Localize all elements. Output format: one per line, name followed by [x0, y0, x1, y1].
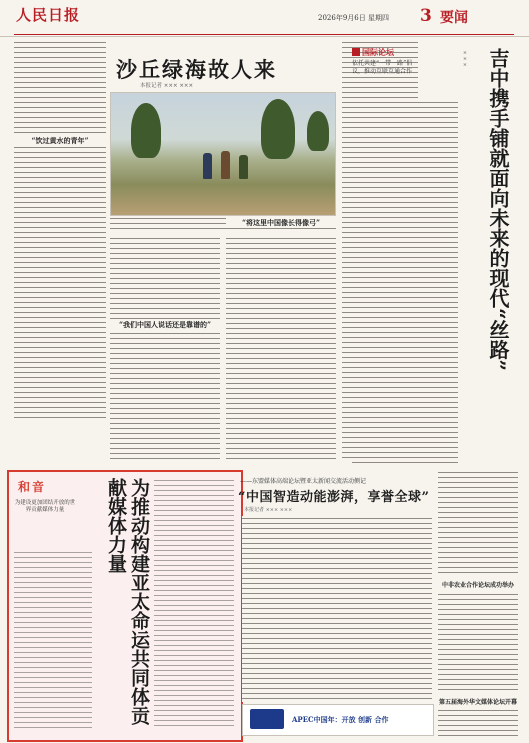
apec-logo-icon — [250, 709, 284, 729]
main-story-column-2 — [110, 236, 220, 460]
main-story-photo — [110, 92, 336, 216]
apec-banner-text: APEC中国年：开放 创新 合作 — [292, 715, 389, 724]
bottom-story-body — [242, 516, 432, 702]
page-number: 3 — [420, 6, 432, 26]
person-figure — [221, 151, 230, 179]
commentary-body — [14, 550, 92, 730]
bottom-story-title: “中国智造动能澎湃，享誉全球” — [238, 490, 430, 505]
forum-title: 吉中携手铺就面向未来的现代“丝路” — [486, 48, 510, 372]
main-story-subhead-2: “我们中国人说话还是靠谱的” — [110, 320, 220, 330]
commentary-label: 和音 — [18, 480, 47, 494]
main-story-byline: 本报记者 ××× ××× — [140, 83, 194, 89]
forum-author: ××× — [462, 50, 468, 68]
tree-shape — [131, 103, 161, 158]
main-story-column-1 — [14, 40, 106, 422]
tree-shape — [307, 111, 329, 151]
forum-square-icon — [352, 48, 360, 56]
main-story-subhead-1: “饮过黄水的青年” — [14, 136, 106, 146]
main-story-subhead-3: “将这里中国像长得像弓” — [226, 218, 336, 228]
person-figure — [203, 153, 212, 179]
bottom-story-byline: 本报记者 ××× ××× — [244, 507, 293, 513]
person-figure — [239, 155, 248, 179]
brief-title-1: 中非农业合作论坛成功举办 — [441, 582, 514, 589]
main-story-column-3 — [226, 236, 336, 460]
brief-title-2: 第五届海外华文媒体论坛开幕 — [438, 699, 517, 706]
commentary-title: 为推动构建亚太命运共同体贡献媒体力量 — [105, 478, 150, 725]
forum-kicker: 国际论坛 — [362, 47, 394, 57]
commentary-body — [154, 478, 234, 730]
commentary-deck: 为建设更加团结开放的世界贡献媒体力量 — [14, 500, 76, 513]
dateline: 2026年9月6日 星期四 — [318, 14, 389, 22]
forum-body — [352, 100, 458, 464]
masthead-rule — [14, 34, 514, 35]
tree-shape — [261, 99, 295, 159]
bottom-story-kicker: ——东盟媒体高端论坛暨亚太新闻交流活动侧记 — [240, 478, 367, 485]
forum-body-continued — [438, 470, 518, 574]
brief-body-2 — [438, 708, 518, 736]
brief-body-1 — [438, 592, 518, 690]
section-name: 要闻 — [440, 10, 468, 26]
newspaper-logo: 人民日报 — [16, 6, 81, 24]
forum-deck: 依托共建“一带一路”倡议，推动互联互通合作 — [352, 60, 413, 75]
main-story-title: 沙丘绿海故人来 — [116, 57, 277, 82]
